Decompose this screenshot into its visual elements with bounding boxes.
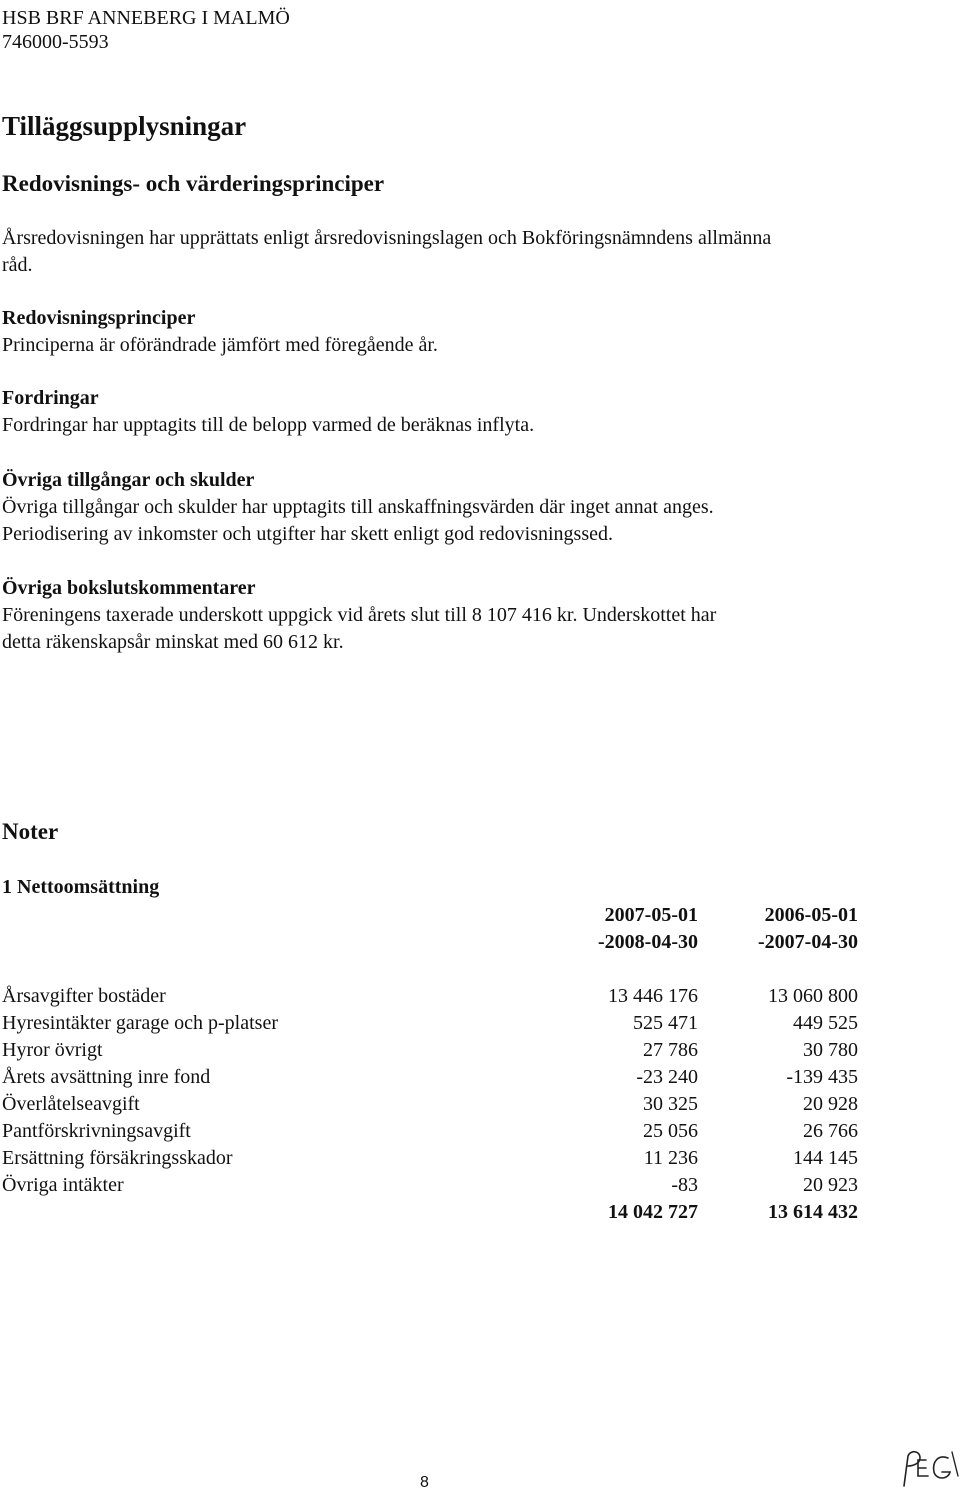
row-label: Hyresintäkter garage och p-platser [2,1012,278,1034]
row-value-previous: -139 435 [786,1066,858,1088]
paragraph-line: Fordringar har upptagits till de belopp varmed de beräknas inflyta. [2,414,535,436]
signature-initials [898,1446,960,1492]
heading-ovriga-tillgangar: Övriga tillgångar och skulder [2,469,255,491]
heading-redovisningsprinciper: Redovisningsprinciper [2,307,196,329]
column-header-previous-end: -2007-04-30 [758,931,858,953]
org-number: 746000-5593 [2,31,109,53]
notes-title: Noter [2,819,59,844]
row-label: Övriga intäkter [2,1174,124,1196]
section-title: Redovisnings- och värderingsprinciper [2,171,385,196]
intro-text-line1: Årsredovisningen har upprättats enligt årsredovisningslagen och Bokföringsnämndens allmänna [2,227,772,249]
note-1-title: 1 Nettoomsättning [2,876,160,898]
column-header-current-start: 2007-05-01 [604,904,698,926]
row-value-current: -23 240 [636,1066,698,1088]
paragraph-line: Föreningens taxerade underskott uppgick vid årets slut till 8 107 416 kr. Underskottet har [2,604,717,626]
paragraph-line: Principerna är oförändrade jämfört med föregående år. [2,334,438,356]
column-header-previous-start: 2006-05-01 [764,904,858,926]
org-name: HSB BRF ANNEBERG I MALMÖ [2,7,290,29]
row-value-current: 27 786 [643,1039,698,1061]
page-title: Tilläggsupplysningar [2,111,247,141]
row-label: Hyror övrigt [2,1039,103,1061]
paragraph-line: Övriga tillgångar och skulder har upptagits till anskaffningsvärden där inget annat anges. [2,496,714,518]
row-value-previous: 13 060 800 [768,985,858,1007]
row-value-previous: 449 525 [793,1012,858,1034]
row-value-previous: 26 766 [803,1120,858,1142]
paragraph-line: Periodisering av inkomster och utgifter har skett enligt god redovisningssed. [2,523,613,545]
row-value-previous: 144 145 [793,1147,858,1169]
row-value-current: 525 471 [633,1012,698,1034]
row-value-current: 25 056 [643,1120,698,1142]
row-value-current: 11 236 [643,1147,698,1169]
column-header-current-end: -2008-04-30 [598,931,698,953]
row-label: Överlåtelseavgift [2,1093,140,1115]
row-value-current: 30 325 [643,1093,698,1115]
page-number: 8 [420,1474,429,1491]
row-value-previous: 30 780 [803,1039,858,1061]
row-label: Årsavgifter bostäder [2,985,166,1007]
heading-fordringar: Fordringar [2,387,99,409]
paragraph-line: detta räkenskapsår minskat med 60 612 kr. [2,631,344,653]
heading-ovriga-bokslutskommentarer: Övriga bokslutskommentarer [2,577,256,599]
row-value-previous: 20 928 [803,1093,858,1115]
row-label: Årets avsättning inre fond [2,1066,211,1088]
row-value-current: 13 446 176 [608,985,698,1007]
row-label: Pantförskrivningsavgift [2,1120,191,1142]
row-value-previous: 20 923 [803,1174,858,1196]
total-previous: 13 614 432 [768,1201,858,1223]
row-label: Ersättning försäkringsskador [2,1147,233,1169]
total-current: 14 042 727 [608,1201,698,1223]
row-value-current: -83 [671,1174,698,1196]
intro-text-line2: råd. [2,254,33,276]
